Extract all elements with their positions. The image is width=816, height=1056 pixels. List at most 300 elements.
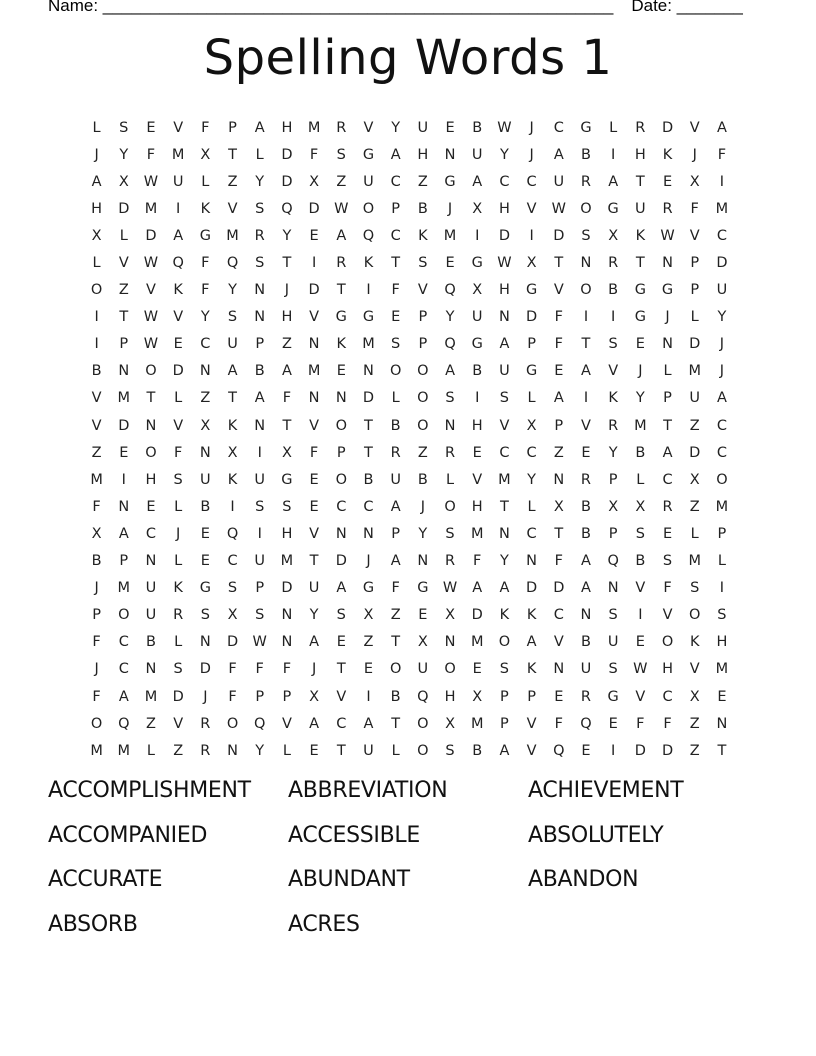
grid-letter: R (444, 444, 456, 461)
grid-letter: K (499, 607, 510, 624)
grid-letter: L (92, 119, 101, 136)
grid-letter: G (525, 363, 538, 380)
grid-letter: U (553, 173, 565, 190)
grid-letter: R (580, 173, 591, 190)
grid-letter: L (391, 390, 400, 407)
grid-letter: B (472, 363, 483, 380)
grid-letter: C (526, 444, 537, 461)
grid-letter: J (203, 688, 208, 705)
grid-letter: I (611, 309, 616, 326)
grid-letter: U (200, 471, 211, 488)
grid-letter: T (635, 173, 645, 190)
grid-letter: E (717, 688, 727, 705)
grid-letter: L (174, 498, 183, 515)
grid-letter: D (661, 742, 674, 759)
grid-letter: O (661, 634, 674, 651)
grid-letter: F (92, 498, 101, 515)
grid-letter: P (500, 715, 509, 732)
grid-letter: C (553, 607, 564, 624)
grid-letter: P (391, 525, 401, 542)
grid-letter: D (308, 282, 320, 299)
grid-letter: J (420, 498, 425, 515)
grid-letter: N (363, 525, 374, 542)
grid-letter: Y (282, 227, 292, 244)
grid-letter: M (443, 227, 457, 244)
grid-letter: G (199, 227, 211, 244)
grid-letter: Y (255, 742, 265, 759)
grid-letter: E (200, 525, 210, 542)
grid-letter: F (201, 282, 210, 299)
grid-letter: V (526, 742, 537, 759)
grid-letter: I (230, 498, 235, 515)
grid-letter: U (145, 580, 157, 597)
grid-letter: U (689, 390, 701, 407)
grid-letter: R (336, 119, 347, 136)
grid-letter: H (145, 471, 157, 488)
grid-letter: D (661, 119, 674, 136)
grid-letter: Z (689, 417, 700, 434)
grid-letter: A (309, 715, 320, 732)
grid-letter: V (581, 417, 591, 434)
grid-letter: O (335, 417, 347, 434)
grid-letter: F (690, 200, 699, 217)
grid-letter: A (173, 227, 184, 244)
grid-letter: Y (635, 390, 645, 407)
grid-letter: J (719, 336, 725, 353)
grid-letter: N (335, 390, 347, 407)
grid-letter: G (634, 309, 646, 326)
grid-letter: A (336, 580, 347, 597)
grid-letter: C (118, 634, 129, 651)
grid-letter: T (336, 742, 346, 759)
grid-letter: U (363, 173, 374, 190)
grid-letter: Q (607, 553, 619, 570)
grid-letter: L (445, 471, 455, 488)
grid-letter: O (145, 444, 157, 461)
grid-letter: I (366, 282, 371, 299)
grid-letter: J (447, 200, 453, 217)
grid-letter: V (118, 255, 129, 272)
grid-letter: B (390, 417, 401, 434)
grid-letter: O (417, 417, 429, 434)
grid-letter: N (199, 444, 211, 461)
grid-letter: N (254, 417, 266, 434)
grid-letter: W (633, 661, 648, 678)
grid-letter: Y (309, 607, 319, 624)
grid-letter: N (498, 309, 510, 326)
grid-letter: E (608, 715, 618, 732)
grid-letter: E (173, 336, 183, 353)
grid-letter: G (471, 255, 483, 272)
grid-letter: K (662, 146, 673, 163)
grid-letter: I (611, 146, 616, 163)
grid-letter: Z (553, 444, 564, 461)
grid-letter: A (227, 363, 238, 380)
grid-letter: S (255, 607, 265, 624)
grid-letter: L (717, 553, 726, 570)
grid-letter: Y (119, 146, 129, 163)
grid-letter: E (445, 255, 455, 272)
grid-letter: D (689, 336, 701, 353)
grid-letter: V (608, 363, 619, 380)
grid-letter: Q (172, 255, 184, 272)
grid-letter: E (635, 336, 645, 353)
grid-letter: W (551, 200, 566, 217)
grid-letter: N (118, 363, 130, 380)
grid-letter: B (91, 363, 102, 380)
grid-letter: E (363, 661, 374, 678)
grid-letter: L (527, 390, 536, 407)
grid-letter: F (282, 390, 292, 407)
grid-letter: B (417, 471, 428, 488)
grid-letter: R (580, 471, 591, 488)
grid-letter: A (716, 119, 727, 136)
grid-letter: F (554, 336, 563, 353)
word-list-item: ABUNDANT (288, 867, 410, 892)
grid-letter: H (417, 146, 429, 163)
grid-letter: Z (200, 390, 211, 407)
grid-letter: X (608, 498, 619, 515)
grid-letter: F (228, 688, 237, 705)
header-fields (48, 0, 743, 16)
grid-letter: N (254, 309, 266, 326)
grid-letter: H (498, 200, 510, 217)
grid-letter: F (473, 553, 482, 570)
grid-letter: H (716, 634, 728, 651)
grid-letter: H (471, 417, 483, 434)
grid-letter: A (336, 227, 347, 244)
word-list-item: ABBREVIATION (288, 778, 448, 803)
grid-letter: P (500, 688, 509, 705)
grid-letter: C (716, 227, 727, 244)
word-list-item: ABANDON (528, 867, 639, 892)
grid-letter: U (145, 607, 157, 624)
grid-letter: B (580, 634, 591, 651)
grid-letter: B (254, 363, 265, 380)
grid-letter: W (497, 255, 512, 272)
grid-letter: U (499, 363, 510, 380)
grid-letter: R (662, 200, 673, 217)
word-list-item: ACCURATE (48, 867, 163, 892)
grid-letter: A (608, 173, 619, 190)
grid-letter: M (470, 525, 484, 542)
grid-letter: P (282, 688, 292, 705)
grid-letter: N (716, 715, 728, 732)
grid-letter: E (554, 363, 564, 380)
grid-letter: J (94, 661, 99, 678)
grid-letter: V (336, 688, 347, 705)
grid-letter: S (690, 580, 700, 597)
grid-letter: U (227, 336, 238, 353)
grid-letter: N (308, 336, 320, 353)
grid-letter: O (90, 715, 103, 732)
grid-letter: L (609, 119, 618, 136)
grid-letter: Y (499, 553, 509, 570)
grid-letter: P (663, 390, 672, 407)
page-title: Spelling Words 1 (203, 30, 613, 86)
grid-letter: K (689, 634, 700, 651)
grid-letter: S (581, 227, 591, 244)
grid-letter: P (255, 336, 265, 353)
grid-letter: T (364, 444, 373, 461)
grid-letter: S (227, 309, 238, 326)
grid-letter: N (580, 255, 592, 272)
grid-letter: Z (363, 634, 374, 651)
word-list-item: ACHIEVEMENT (528, 778, 684, 803)
grid-letter: X (445, 715, 455, 732)
grid-letter: S (255, 200, 265, 217)
grid-letter: U (635, 200, 646, 217)
grid-letter: N (308, 390, 320, 407)
grid-letter: A (662, 444, 673, 461)
grid-letter: X (526, 255, 537, 272)
name-field-label: Name: ______________________________________________________ (48, 0, 614, 15)
grid-letter: D (498, 227, 510, 244)
grid-letter: N (145, 661, 157, 678)
grid-letter: C (336, 498, 347, 515)
grid-letter: E (418, 607, 428, 624)
grid-letter: E (391, 309, 401, 326)
grid-letter: S (717, 607, 727, 624)
grid-letter: D (172, 688, 184, 705)
grid-letter: A (553, 390, 564, 407)
grid-letter: X (635, 498, 646, 515)
grid-letter: F (663, 580, 672, 597)
grid-letter: C (118, 661, 129, 678)
word-list-item: ACCOMPANIED (48, 822, 208, 848)
grid-letter: O (417, 715, 429, 732)
grid-letter: Q (254, 715, 266, 732)
grid-letter: B (390, 688, 401, 705)
word-list-item: ABSORB (48, 911, 138, 937)
grid-letter: K (200, 200, 211, 217)
grid-letter: A (499, 742, 510, 759)
grid-letter: A (499, 580, 510, 597)
grid-letter: T (717, 742, 727, 759)
grid-letter: O (417, 363, 429, 380)
grid-letter: U (254, 471, 266, 488)
grid-letter: P (608, 471, 618, 488)
grid-letter: J (665, 309, 670, 326)
grid-letter: A (526, 634, 537, 651)
grid-letter: H (471, 498, 483, 515)
grid-letter: M (715, 661, 729, 678)
grid-letter: V (689, 227, 700, 244)
grid-letter: S (391, 336, 401, 353)
grid-letter: U (580, 661, 592, 678)
grid-letter: K (227, 471, 238, 488)
grid-letter: I (311, 255, 317, 272)
grid-letter: S (227, 580, 238, 597)
grid-letter: O (444, 661, 456, 678)
grid-letter: R (662, 498, 673, 515)
grid-letter: G (281, 471, 293, 488)
grid-letter: I (176, 200, 181, 217)
grid-letter: F (92, 634, 101, 651)
grid-letter: V (689, 119, 700, 136)
grid-letter: W (143, 309, 159, 326)
grid-letter: B (608, 282, 619, 299)
grid-letter: N (553, 471, 565, 488)
grid-letter: K (227, 417, 238, 434)
grid-letter: M (280, 553, 294, 570)
grid-letter: T (119, 309, 129, 326)
grid-letter: W (252, 634, 267, 651)
grid-letter: J (176, 525, 181, 542)
grid-letter: V (635, 580, 646, 597)
grid-letter: J (529, 119, 534, 136)
grid-letter: A (363, 715, 374, 732)
grid-letter: W (334, 200, 349, 217)
grid-letter: I (257, 444, 262, 461)
grid-letter: K (336, 336, 347, 353)
grid-letter: V (472, 471, 483, 488)
grid-letter: A (281, 363, 292, 380)
grid-letter: V (635, 688, 646, 705)
grid-letter: B (145, 634, 156, 651)
grid-letter: Q (226, 525, 239, 542)
grid-letter: K (526, 661, 537, 678)
grid-letter: H (281, 119, 293, 136)
grid-letter: B (635, 444, 646, 461)
grid-letter: M (307, 119, 321, 136)
grid-letter: Q (281, 200, 293, 217)
grid-letter: Y (418, 525, 428, 542)
grid-letter: S (173, 471, 183, 488)
grid-letter: A (390, 146, 401, 163)
grid-letter: V (553, 634, 564, 651)
grid-letter: O (362, 200, 375, 217)
grid-letter: M (90, 471, 103, 488)
grid-letter: A (553, 146, 564, 163)
grid-letter: C (662, 688, 673, 705)
grid-letter: I (121, 471, 126, 488)
grid-letter: R (608, 417, 619, 434)
grid-letter: Q (580, 715, 592, 732)
grid-letter: L (255, 146, 264, 163)
grid-letter: U (172, 173, 184, 190)
grid-letter: C (553, 119, 564, 136)
grid-letter: M (688, 363, 701, 380)
grid-letter: I (719, 580, 725, 597)
grid-letter: K (363, 255, 374, 272)
grid-letter: H (498, 282, 510, 299)
grid-letter: Y (499, 146, 509, 163)
word-list-item: ACCOMPLISHMENT (48, 778, 251, 803)
grid-letter: B (363, 471, 374, 488)
grid-letter: N (363, 363, 374, 380)
grid-letter: Y (255, 173, 265, 190)
grid-letter: Z (146, 715, 156, 732)
grid-letter: R (173, 607, 184, 624)
grid-letter: Y (228, 282, 237, 299)
grid-letter: T (581, 336, 591, 353)
grid-letter: T (391, 255, 401, 272)
grid-letter: Y (717, 309, 727, 326)
grid-letter: D (118, 200, 130, 217)
grid-letter: X (200, 417, 211, 434)
grid-letter: F (201, 119, 210, 136)
grid-letter: R (580, 688, 591, 705)
grid-letter: X (689, 471, 700, 488)
grid-letter: B (91, 553, 102, 570)
grid-letter: V (309, 525, 320, 542)
grid-letter: U (417, 661, 429, 678)
grid-letter: W (497, 119, 512, 136)
grid-letter: Z (417, 173, 428, 190)
grid-letter: J (94, 146, 99, 163)
grid-letter: L (663, 363, 672, 380)
grid-letter: D (172, 363, 184, 380)
grid-letter: L (527, 498, 536, 515)
grid-letter: O (580, 282, 592, 299)
grid-letter: M (117, 580, 131, 597)
grid-letter: X (417, 634, 428, 651)
grid-letter: D (471, 607, 483, 624)
grid-letter: M (117, 390, 131, 407)
grid-letter: L (174, 634, 183, 651)
grid-letter: F (255, 661, 264, 678)
grid-letter: A (581, 363, 591, 380)
grid-letter: L (92, 255, 101, 272)
grid-letter: C (662, 471, 673, 488)
grid-letter: T (228, 390, 237, 407)
grid-letter: X (91, 525, 102, 542)
grid-letter: S (445, 742, 455, 759)
grid-letter: S (119, 119, 129, 136)
grid-letter: O (689, 607, 701, 624)
grid-letter: V (309, 309, 320, 326)
grid-letter: K (635, 227, 646, 244)
grid-letter: E (309, 227, 319, 244)
grid-letter: J (94, 580, 99, 597)
grid-letter: O (444, 498, 456, 515)
grid-letter: T (336, 661, 346, 678)
grid-letter: Y (608, 444, 618, 461)
grid-letter: L (174, 390, 183, 407)
grid-letter: L (174, 553, 183, 570)
grid-letter: M (90, 742, 103, 759)
grid-letter: A (581, 553, 591, 570)
grid-letter: T (282, 255, 292, 272)
grid-letter: F (309, 146, 319, 163)
grid-letter: C (716, 417, 727, 434)
grid-letter: O (417, 390, 429, 407)
grid-letter: S (499, 661, 510, 678)
grid-letter: V (309, 417, 320, 434)
grid-letter: D (526, 309, 538, 326)
grid-letter: J (529, 146, 534, 163)
grid-letter: P (92, 607, 101, 624)
grid-letter: N (607, 580, 619, 597)
grid-letter: F (228, 661, 237, 678)
grid-letter: G (444, 173, 456, 190)
grid-letter: P (527, 336, 536, 353)
grid-letter: F (92, 688, 101, 705)
grid-letter: I (94, 309, 99, 326)
grid-letter: L (690, 525, 699, 542)
grid-letter: T (228, 146, 237, 163)
grid-letter: X (118, 173, 129, 190)
grid-letter: O (389, 661, 402, 678)
grid-letter: X (227, 607, 238, 624)
grid-letter: A (254, 390, 265, 407)
grid-letter: M (688, 553, 701, 570)
grid-letter: N (444, 417, 456, 434)
grid-letter: S (200, 607, 210, 624)
grid-letter: A (390, 498, 401, 515)
grid-letter: A (445, 363, 455, 380)
